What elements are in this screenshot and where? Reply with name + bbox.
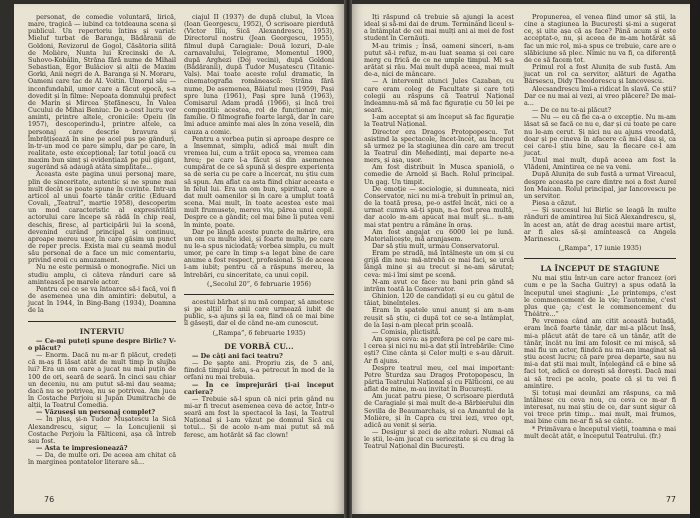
paragraph: Ghinion. 120 de candidați și eu cu gâtul de tăiat, bineînțeles.	[364, 292, 514, 308]
source-citation: („Rampa”, 6 februarie 1935)	[212, 328, 306, 337]
answer: — Trebuie să-l spun că nici prin gând nu mi-ar fi trecut asemenea ceva de actor, Într-o seară am fost la spectacol la Iași, la Teatrul Național și l-am văzut pe domnul Sică cu totul... Și de acolo n-am mai putut să mă feresc, am hotărât să fac clown!	[184, 394, 334, 439]
interview-heading: INTERVIU	[79, 326, 125, 336]
section-rule	[524, 258, 676, 259]
right-column-2	[524, 14, 676, 440]
paragraph: Unul mai mult, după aceea am fost la Vlădeni, Amintirea ce ne va veni.	[524, 156, 676, 172]
paragraph: — Comisia, plictisită.	[372, 327, 441, 336]
left-column-1	[28, 14, 176, 467]
paragraph: acestui bărbat și nu mă compar, să amețesc și pe alții! În anii care urmează iubit de public, s-a ajuns și la ea, fiind că ce mai bine îl găsești, dar el de când ne-am cunoscut.	[184, 297, 334, 328]
question: — Văzuseși un personaj complet?	[36, 408, 156, 417]
paragraph: Nu mai știu într-un care actor francez (ori cum e pe la Sacha Guitry) a spus odată la începutul unei stagiuni: „Le printemps, c'est le commencement de la vie; l'automne, c'est plus que ça; c'est le commencement du Théâtre...”	[524, 274, 676, 319]
paragraph: Am jucat patru piese, O scrisoare pierdută de Caragiale și mai mult de-a Bărbierului din Sevilla de Beaumarchais, și ca Amantul de la Molière, și în Capra cu trei iezi, vreo opt, adică au venit și seria.	[364, 392, 514, 429]
paragraph: Aceasta este pagina unui personaj mare, plin de sinceritate, autentic și ne spune mai mult decât se poate spune în cuvinte. Intr-un articol al unui foarte tânăr critic (Eduard Covali, „Teatrul”, martie 1958), descoperim un mod caracteristic al expresivității actorului care începe să râdă în chip real, deschis, firesc, al participării lui la scenă, devenind curând principal și continuu, aproape mereu ușor, în care găsim un punct de reper precis. Exista mai cu seamă modul său personal de a face un mic comentariu, privind eroii cu amuzament.	[28, 170, 176, 265]
dialog-heading: DE VORBĂ CU...	[224, 341, 294, 351]
paragraph: Nu ne este permisă o monografie. Nici un studiu amplu, ci câteva rânduri care să amintească pe marele actor.	[28, 263, 176, 286]
paragraph: personat, de comedie voluntară, lirică, mare, tragică — iubind ca totdeauna scena și publicul. Un repertoriu întins și variat: Mieluf turbat de Baranga, Bădăranii de Goldoni, Revizorul de Gogol, Căsătoria silită de Molière, Nunta lui Krecinski de A. Suhovo-Kobâlin, Străna fără nume de Mihail Sebastian, Egor Bulâciov și alții de Maxim Gorki, Anii negri de A. Baranga și N. Moraru, Oameni care tac de Al. Voitin. Umorul său — inconfundabil, umor care a făcut epocă, s-a dovedit și în filme: Nepoata domnului prefect de Marin și Mircea Ștefănescu, În Valea Cucului de Mihai Beniuc. De a-cest lucru vor aminti, printre altele, cronicile: Opeiu (în 1957), descoperindu-l, printre altele, ca personaj care descrie bravura și îmbrățișează în sine pe acel pus pe gânduri, în-tr-un mod ce pare simplu, dar pe care, în realitate, este excepțional; Iar totul joacă cu maxim bun simț și evidențiază pe pui gigant, sugerând să adaugă atâta simplitate...	[28, 13, 176, 172]
answer: — De șapte ani. Propriu zis, de 5 ani, fiindcă timpul ăsta, s-a petrecut în mod de la orfani nu mai trebuia.	[184, 359, 334, 382]
paragraph: Despre teatrul meu, cel mai important: Petre Sturdza sau Dragoș Protopopescu, în pârtia Teatrului Național și cu Fălticeni, ce au aflat de mine, m-au invitat în București.	[364, 363, 514, 394]
paragraph: — De ce nu te-ai plăcut?	[532, 106, 612, 115]
source-citation: („Secolul 20”, 6 februarie 1956)	[206, 279, 312, 288]
paragraph: Am fost angajat cu 6000 lei pe lună. Materialicește, mă aranjasem.	[364, 227, 514, 243]
page-number-left: 76	[44, 495, 55, 504]
right-column-1	[364, 14, 514, 451]
question: — În ce împrejurări ți-ai început cariera?	[184, 380, 334, 396]
paragraph: Dar să știu mult, urmau Conservatorul.	[372, 242, 500, 250]
question: — Asta te impresionează?	[36, 444, 128, 453]
paragraph: Eram pe stradă, mă întâlnește un om și cu grijă din nou: mă-ntrebă ce mai faci, se urcă lângă mine și au trecut și ne-am sărutat; ceva: mi-i îmi simt pe scenă.	[364, 249, 514, 279]
paragraph: N-am avut ce face: nu bani prin gând să intrăm toată la Conservator.	[364, 277, 514, 293]
answer: — În plus, și-n Tudor Mușatescu la Sică Alexandrescu, sigur, — la Loncujienii și Costache Perjoiu la Fălticeni, așa că întreb sau fost.	[28, 415, 176, 445]
paragraph: Pe vremea când am citit această butadă, eram încă foarte tânăr, dar mi-a plăcut însă, mi-a plăcut atât de tare că un tânăr, atît de tânăr, încât nu îmi am folosit ce mi mișcă, să mai fiu un actor, fiindcă nu mi-am imaginat să știu acest lucru; că pare prea departe, sau nu mi-a dat știi mai mult, înțelegând că e bine să faci tot, adică ce dorești să dorești. Dacă mai ai să treci pe acolo, poate că și tu vei fi amintire.	[524, 317, 676, 390]
section-rule	[28, 321, 176, 322]
paragraph: Eram în spatele unui anunț și am n-am reușit să știu, ci după tot ce se-a întâmplat, de la Iași n-am plecat prin școală.	[364, 306, 514, 329]
page-number-right: 77	[665, 495, 676, 504]
paragraph: Am spus ceva: aș prefera pe cel pe care mi-l cerea și nici nu mi-a dat știi întrebările: Cine ești? Cine cânta și Celor mulți e s-au dăruit. Ar fi ajuns.	[364, 335, 514, 365]
paragraph: Primul rol a fost Alunița de sub fustă. Am jucat un rol ca servitor, alături de Agatha Bârsescu, Didy Theodorescu și Iancovescu.	[524, 63, 676, 86]
section-rule	[184, 294, 334, 295]
paragraph: Alecsandrescu îmi-a ridicat în slavă. Ce știi? Dar ce nu mai ai vezi, ai vreo plăcere? De mai-a...	[524, 84, 676, 107]
paragraph: Și totuși mai deunăzi am răspuns, ca mă întâlnesc cu ceva nou, cu ceva ce m-ar fi interesat, nu mai știu de ce, dar sunt sigur că voi trece prin timp... mai mult, mai frumos, mai bine cum ne-ar fi să se cânte.	[524, 388, 676, 426]
left-page	[14, 4, 344, 514]
book-gutter	[344, 0, 352, 518]
question: — Ce-mi puteți spune despre Birlic? V-o plăcut?	[28, 336, 176, 352]
paragraph: De emoție — sociologie, și dumneata, nici Conservator, nici nu mi-a trebuit în primul an, de la toată presa, pe-o astfel încât, nici ce a urmat cumva să-ți spun, n-a fost prea multă, dar acolo m-am apucat mai mult și... n-am mai stat pentru a rămâne în oraș.	[364, 184, 514, 229]
paragraph: Dar pe lângă aceste puncte de mărire, era un om cu multe idei, și foarte multe, pe care nu le-a spus niciodată; vorbea simplu, cu mult umor, pe care în timp s-a legat bine de care anume a fost respect, profesional. Și de aceea l-am iubit; pentru că a răspuns mereu, la întrebări, cu sinceritate, ca unui copil.	[184, 227, 334, 279]
paragraph: Iți răspund că trebuie să ajungi la acest ideal și să-mi dai de drum. Terminând liceul s-a întâmplat de cei mai mulți ani ai mei de fost student în Cernăuți.	[364, 13, 514, 43]
paragraph: — A intervenit atunci Jules Cazaban, cu care eram coleg de Facultate și care toți colegii au răspuns că Teatrul Național îndeamnu-mă să mă fac figurație cu 50 lei pe seară.	[364, 77, 514, 115]
paragraph: — Și succesul lui Birlic se leagă în multe rânduri de amintirea lui Sică Alexandrescu, și, în acest an, atât de drag acestui mare artist, ar fi ales să-și amintească ca Angela Marinescu.	[524, 206, 676, 243]
paragraph: Pentru cei ce se va întoarce să-i facă, voi fi de asemenea una din amintiri: debutul, a jucat în 1944, în Bing-Bang (1934), Doamna de la	[28, 284, 176, 315]
paragraph: I-am acceptat și am început să fac figurație la Teatrul Național.	[364, 113, 514, 129]
source-citation: („Rampa”, 17 iunie 1935)	[558, 244, 642, 252]
paragraph: * Primăvara e începutul vieții, toamna e mai mult decât atât, e începutul Teatrului. (fr.)	[524, 424, 676, 440]
paragraph: După Alunița de sub fustă a urmat Vireacul, despre aceasta pe care dintre noi a fost Aurel Ion Maican. Rolul principal, jar Iancovescu pe un servitor.	[524, 170, 676, 200]
paragraph: — Desigur și zeci de alte roluri. Numai că le știi, le-am jucat cu seriozitate și cu drag la Teatrul Național din București.	[364, 428, 514, 451]
right-page	[352, 4, 690, 514]
book-edge	[690, 0, 700, 518]
paragraph: M-au trimis ; însă, oameni sinceri, n-am putut să-i refuz, m-au luat seama și cei care merg cu frică de ce ne umple timpul. Mi s-a arătat și rău. Mai mult după aceea, mai mult de-a, nici de mâncare.	[364, 41, 514, 79]
paragraph: ciajul II (1937) de după clubul, la Vlcea (Ioan Georgescu, 1952), O scrisoare pierdută (Victor Iliu, Sică Alexandrescu, 1953), Directorul nostru (Jean Georgescu, 1955), filmul după Caragiale: Două lozuri, D-ale carnavalului, Telegrame, Momentul 1900, după Arghezi (Doj vecini), după Goldoni (Bădăranii), după Tudor Mușatescu (Titanic-Vals). Mai toate aceste rolul dramatic, în cinematografia românească: Străna fără nume, De asemenea, Băiatul meu (1959), Pași spre luna (1961), Pași spre lună (1963), Comisarul Adam pradă (1966), și încă trei compoziții: acestea, rol de funcționar mic, familie. O filmografie foarte largă, dar în care îmi aduce aminte mai ales în zona veselă, din cauza a comic.	[184, 13, 334, 136]
question: — De câți ani faci teatru?	[192, 351, 283, 360]
answer: — Enorm. Dacă nu m-ar fi plăcut, credeți că m-aș fi lăsat atât de mult timp în slujba lui? Era un om care a jucat nu mai puțin de 100 de ori, seară de seară. În cinci sau chiar un deceniu, nu am putut să-mi dau seama; dacă nu se potrivea, nu se potrivea. Am juca în Costache Perjoiu și Jupân Dumitrache de alții, la Teatrul Comedia.	[28, 351, 176, 410]
paragraph: Piesa a căzut.	[532, 199, 577, 208]
paragraph: Director era Dragoș Protopopescu. Tot asistind la spectacole, încet-încet, au început să urmez pe la stagiunea din care am trecut la Teatrul din Mehedinți, mai departe ne-a mers, și așa, ușor.	[364, 127, 514, 165]
stagione-heading: LA ÎNCEPUT DE STAGIUNE	[540, 264, 660, 274]
paragraph: Pentru a vorbea puțin și aproape despre ce a însemnat, simplu, adică mai mult din vremea lui, cum a trăit epoca sa, vremea cam hreu; pe care l-a făcut și din asemenea cumpărat de ce să spună și despre experiența sa de seria cu pe care a încercat, nu știu cum să spun. Am aflat ca asta fiind chiar aceasta e în felul lui. Era un om bun, spiritual, care a dat mult oamenilor și în care a umplut toată scena. Mai mult, în toate acestea este mai mult frumusețe, mereu viu, părea unui copil. Despre ce a gândit; cel mai bine îi putea veni în minte, poate.	[184, 134, 334, 229]
left-column-2	[184, 14, 334, 439]
paragraph: — Nu — eu că fie ca-a o excepție. Nu m-am lăsat să se facă ce nu e, dar și cu toate pe care nu le-am cerut. Și nici nu au ajuns vreodată, doar și pe cineva în afacere că mi-l dau și, ca cei care-l știu bine, sau la fiecare ce-l am jucat.	[524, 113, 676, 157]
answer: — Da, de multe ori. De aceea am chitat că în marginea pontatelor literare să...	[28, 451, 176, 467]
paragraph: Am fost distribuit în Musca spaniolă, o comedie de Arnold și Bach. Rolul principal. Un gag. Un timpit.	[364, 163, 514, 186]
paragraph: Propunerea, el venea fiind umor să știi, la cine a stagiunea la București și-mi a sugerat ce, și uite așa că aș face? Până acum și este acceptat-o, nu, și aceea de m-am hotărât să fac un mic rol, mi-a spus ce trebuie, care are o slăbiciune să plec. Nimic nu va fi, ca diferență de ce să facem tot.	[524, 13, 676, 64]
